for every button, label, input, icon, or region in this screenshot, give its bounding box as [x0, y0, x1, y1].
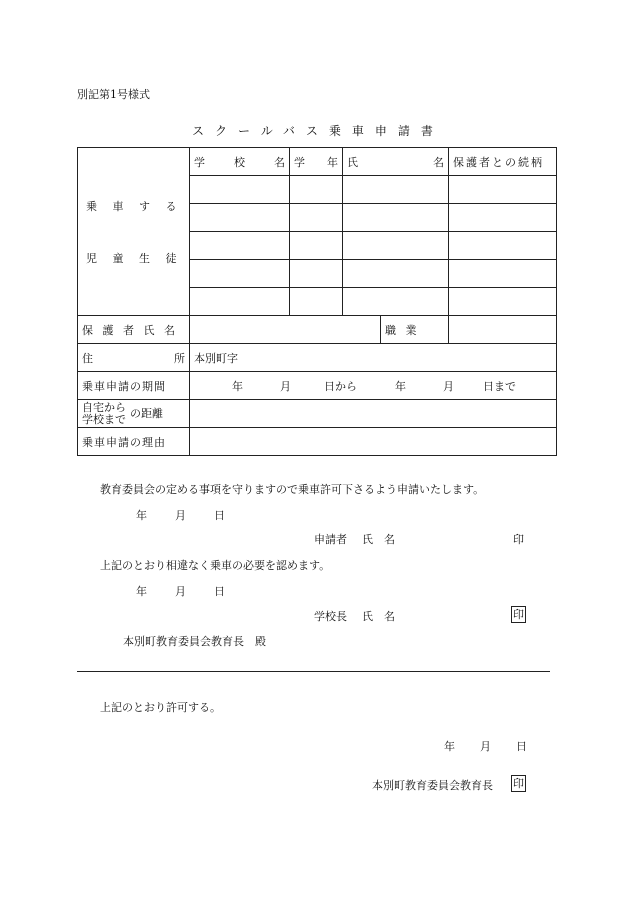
principal-name-label: 氏 名: [362, 610, 395, 623]
period-year-from: 年: [232, 379, 243, 393]
student-name-field[interactable]: [343, 288, 449, 316]
grade-field[interactable]: [290, 232, 343, 260]
col-name-char2: 名: [433, 155, 444, 169]
relation-field[interactable]: [449, 260, 557, 288]
principal-label: 学校長: [314, 610, 347, 623]
application-date: [136, 507, 225, 523]
school-field[interactable]: [190, 260, 290, 288]
applicant-name-label: 氏 名: [362, 533, 395, 546]
confirm-date: [136, 583, 225, 599]
pledge-text: 教育委員会の定める事項を守りますので乗車許可下さるよう申請いたします。: [100, 483, 485, 496]
student-name-field[interactable]: [343, 260, 449, 288]
approval-text: 上記のとおり許可する。: [100, 701, 221, 714]
form-number: 別記第1号様式: [77, 88, 150, 101]
period-month-to: 月: [443, 379, 454, 393]
application-table: [77, 147, 557, 456]
applicant-label: 申請者: [314, 533, 347, 546]
reason-label: 乗車申請の理由: [78, 428, 190, 456]
grade-field[interactable]: [290, 176, 343, 204]
address-label-cell: [78, 344, 190, 372]
period-day-to: 日まで: [483, 379, 516, 393]
col-grade-char1: 学: [294, 155, 305, 169]
reason-field[interactable]: [190, 428, 557, 456]
period-month-from: 月: [280, 379, 291, 393]
addressee: 本別町教育委員会教育長 殿: [123, 635, 266, 648]
approver-label: 本別町教育委員会教育長: [372, 779, 493, 792]
col-grade-header: [290, 148, 343, 176]
period-row: [78, 372, 557, 400]
reason-row: [78, 428, 557, 456]
confirm-date-year: 年: [136, 585, 147, 598]
divider: [77, 671, 550, 672]
distance-label-cell: [78, 400, 190, 428]
period-label: 乗車申請の期間: [78, 372, 190, 400]
approval-date-year: 年: [444, 740, 455, 753]
students-label-line1: 乗 車 す る: [86, 199, 183, 213]
col-grade-char2: 年: [327, 155, 338, 169]
col-name-header: [343, 148, 449, 176]
school-field[interactable]: [190, 176, 290, 204]
distance-label-line1: 自宅から: [82, 400, 126, 414]
application-date-year: 年: [136, 509, 147, 522]
address-label-start: 住: [82, 351, 93, 365]
confirm-date-month: 月: [175, 585, 186, 598]
school-field[interactable]: [190, 204, 290, 232]
col-school-char1: 学: [194, 155, 205, 169]
relation-field[interactable]: [449, 204, 557, 232]
confirm-date-day: 日: [214, 585, 225, 598]
address-row: [78, 344, 557, 372]
period-year-to: 年: [395, 379, 406, 393]
address-field[interactable]: 本別町字: [190, 344, 557, 372]
col-school-header: [190, 148, 290, 176]
guardian-row: [78, 316, 557, 344]
grade-field[interactable]: [290, 288, 343, 316]
guardian-name-field[interactable]: [190, 316, 381, 344]
period-day-from: 日から: [324, 379, 357, 393]
grade-field[interactable]: [290, 260, 343, 288]
col-relation-header: [449, 148, 557, 176]
students-label-line2: 児 童 生 徒: [86, 251, 183, 265]
col-school-char3: 名: [274, 155, 285, 169]
table-header-row: [78, 148, 557, 176]
approval-date: [444, 738, 527, 754]
approver-seal: 印: [513, 777, 524, 790]
guardian-label: 保 護 者 氏 名: [78, 316, 190, 344]
period-field[interactable]: [190, 372, 557, 400]
form-title: スクールバス乗車申請書: [192, 124, 444, 138]
occupation-field[interactable]: [449, 316, 557, 344]
confirm-text: 上記のとおり相違なく乗車の必要を認めます。: [100, 559, 331, 572]
col-school-char2: 校: [234, 155, 245, 169]
student-name-field[interactable]: [343, 176, 449, 204]
relation-field[interactable]: [449, 232, 557, 260]
relation-field[interactable]: [449, 176, 557, 204]
application-date-day: 日: [214, 509, 225, 522]
students-label-cell: [78, 148, 190, 316]
application-date-month: 月: [175, 509, 186, 522]
grade-field[interactable]: [290, 204, 343, 232]
col-relation-label: 保護者との続柄: [453, 155, 544, 169]
occupation-label: 職 業: [381, 316, 449, 344]
applicant-seal: 印: [513, 533, 524, 546]
address-label-end: 所: [174, 351, 185, 365]
student-name-field[interactable]: [343, 232, 449, 260]
principal-seal: 印: [513, 608, 524, 621]
distance-label-suffix: の距離: [130, 406, 163, 420]
col-name-char1: 氏: [347, 155, 358, 169]
school-field[interactable]: [190, 288, 290, 316]
school-field[interactable]: [190, 232, 290, 260]
distance-row: [78, 400, 557, 428]
approval-date-month: 月: [480, 740, 491, 753]
approval-date-day: 日: [516, 740, 527, 753]
distance-field[interactable]: [190, 400, 557, 428]
student-name-field[interactable]: [343, 204, 449, 232]
distance-label-line2: 学校まで: [82, 412, 126, 426]
relation-field[interactable]: [449, 288, 557, 316]
